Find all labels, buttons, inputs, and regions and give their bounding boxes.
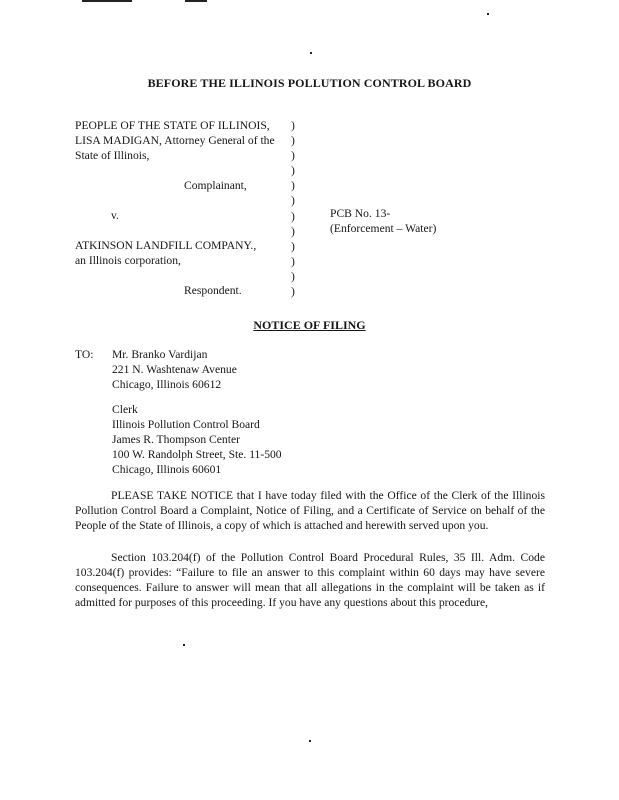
caption-line-complainant: Complainant, <box>184 179 247 192</box>
caption-line-versus: v. <box>111 209 119 222</box>
scan-artifact <box>310 52 312 54</box>
case-type: (Enforcement – Water) <box>330 222 437 235</box>
address-line: Clerk <box>112 403 138 416</box>
address-line: Mr. Branko Vardijan <box>112 348 208 361</box>
caption-line: an Illinois corporation, <box>75 254 181 267</box>
caption-parenthesis-column <box>291 118 295 299</box>
scan-artifact <box>309 740 311 742</box>
caption-line <box>75 268 275 283</box>
to-label: TO: <box>75 348 94 361</box>
paren: ) <box>291 134 295 148</box>
notice-heading: NOTICE OF FILING <box>253 318 366 332</box>
paren: ) <box>291 209 295 223</box>
document-title: BEFORE THE ILLINOIS POLLUTION CONTROL BOARD <box>147 76 472 90</box>
case-number: PCB No. 13- <box>330 207 391 220</box>
paren: ) <box>291 149 295 163</box>
recipient-address-clerk <box>112 402 282 477</box>
address-line: Chicago, Illinois 60601 <box>112 463 222 476</box>
caption-line <box>75 193 275 208</box>
paren: ) <box>291 224 295 238</box>
scan-artifact <box>487 13 489 15</box>
paren: ) <box>291 164 295 178</box>
address-line: 100 W. Randolph Street, Ste. 11-500 <box>112 448 282 461</box>
address-line: James R. Thompson Center <box>112 433 240 446</box>
scan-artifact <box>183 644 185 646</box>
paren: ) <box>291 194 295 208</box>
address-line: Illinois Pollution Control Board <box>112 418 260 431</box>
procedural-rules-paragraph: Section 103.204(f) of the Pollution Control Board Procedural Rules, 35 Ill. Adm. Code 103.204(f) provides: “Failure to file an answer to this complaint within 60 days may have severe consequences. Failure to answer will mean that all allegations in the complaint will be taken as if admitted for purposes of this proceeding. If you have any questions about this procedure, <box>75 551 545 609</box>
paren: ) <box>291 119 295 132</box>
notice-paragraph: PLEASE TAKE NOTICE that I have today filed with the Office of the Clerk of the Illinois Pollution Control Board a Complaint, Notice of Filing, and a Certificate of Service on behalf of the People of the State of Illinois, a copy of which is attached and herewith served upon you. <box>75 489 545 532</box>
caption-line: State of Illinois, <box>75 149 150 162</box>
paren: ) <box>291 239 295 253</box>
case-caption-parties <box>75 118 275 298</box>
recipient-address-vardijan <box>112 347 237 392</box>
address-line: Chicago, Illinois 60612 <box>112 378 222 391</box>
caption-line <box>75 223 275 238</box>
paren: ) <box>291 269 295 283</box>
case-number-block <box>330 206 436 236</box>
address-line: 221 N. Washtenaw Avenue <box>112 363 237 376</box>
scan-artifact <box>82 0 132 2</box>
paren: ) <box>291 254 295 268</box>
caption-line: PEOPLE OF THE STATE OF ILLINOIS, <box>75 119 270 132</box>
paren: ) <box>291 285 295 299</box>
caption-line: ATKINSON LANDFILL COMPANY., <box>75 239 257 252</box>
caption-line <box>75 163 275 178</box>
scan-artifact <box>185 0 207 2</box>
caption-line-respondent: Respondent. <box>184 284 242 297</box>
caption-line: LISA MADIGAN, Attorney General of the <box>75 134 275 147</box>
paren: ) <box>291 179 295 193</box>
